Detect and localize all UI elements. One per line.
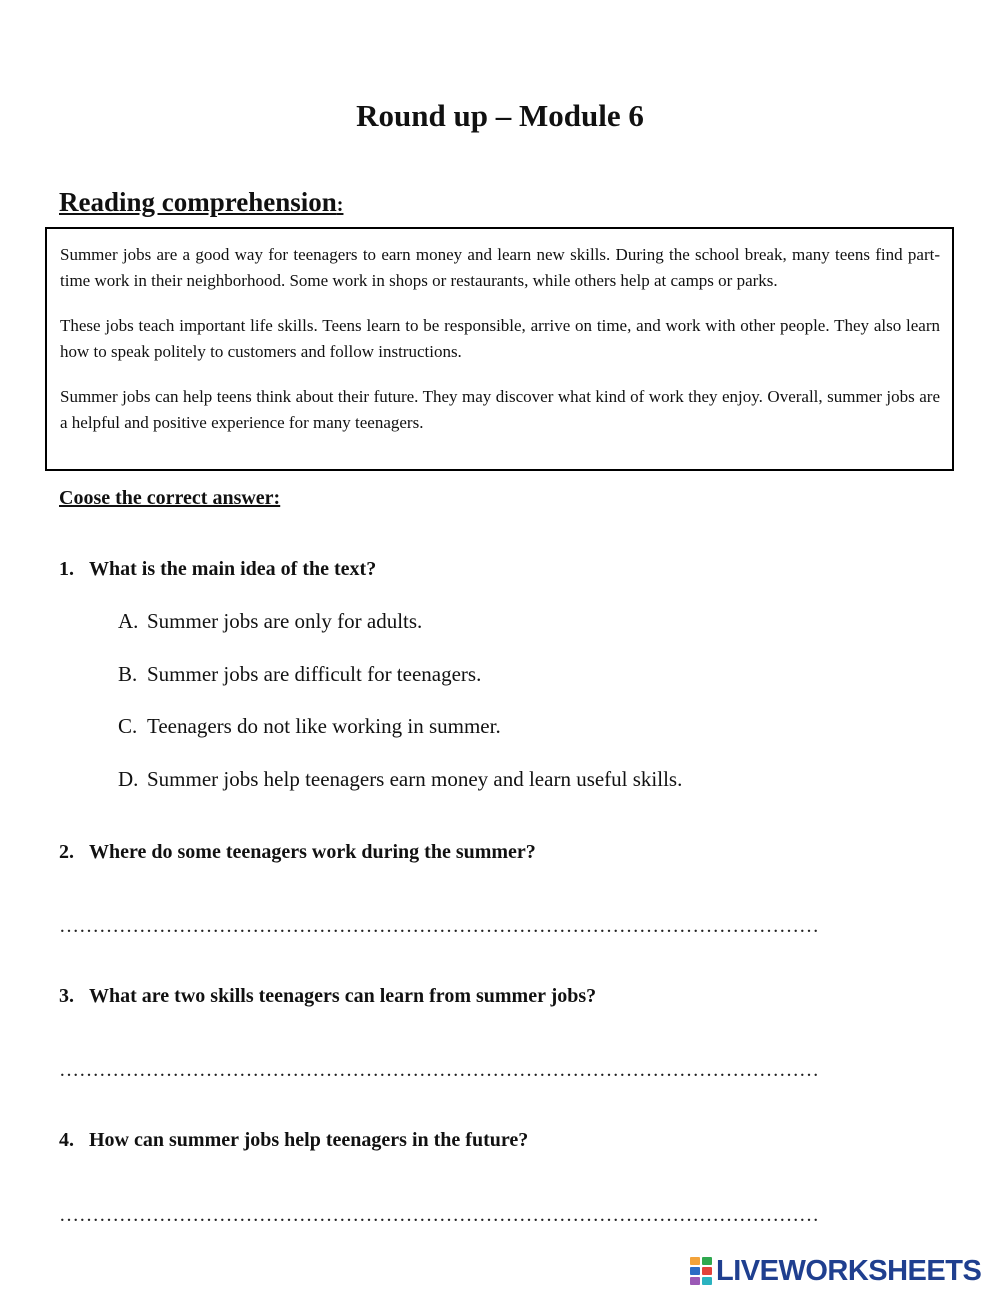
option-c-text: Teenagers do not like working in summer. — [147, 714, 501, 738]
option-a-text: Summer jobs are only for adults. — [147, 609, 423, 633]
question-4-text: How can summer jobs help teenagers in the future? — [89, 1129, 529, 1151]
option-c[interactable] — [118, 712, 501, 740]
page-title: Round up – Module 6 — [356, 98, 644, 133]
logo-block — [690, 1267, 700, 1275]
option-d[interactable] — [118, 765, 682, 793]
question-1 — [59, 555, 376, 583]
question-3-number: 3. — [59, 985, 74, 1007]
option-a[interactable] — [118, 607, 422, 635]
instruction-text: Coose the correct answer: — [59, 487, 281, 509]
section-heading — [59, 184, 343, 223]
logo-block — [690, 1277, 700, 1285]
option-b-text: Summer jobs are difficult for teenagers. — [147, 662, 482, 686]
reading-passage-box — [45, 227, 954, 471]
logo-block — [702, 1277, 712, 1285]
question-2-text: Where do some teenagers work during the summer? — [89, 841, 536, 863]
reading-paragraph-1: Summer jobs are a good way for teenagers to earn money and learn new skills. During the school break, many teens find part-time work in their neighborhood. Some work in shops or restaurants, while others help at camps or parks. — [60, 245, 940, 290]
answer-field-2[interactable]: …………………………………………………………………………………………………… — [59, 915, 819, 937]
answer-field-4[interactable]: …………………………………………………………………………………………………… — [59, 1204, 819, 1226]
question-2 — [59, 838, 536, 866]
question-3-text: What are two skills teenagers can learn from summer jobs? — [89, 985, 597, 1007]
option-d-text: Summer jobs help teenagers earn money and learn useful skills. — [147, 767, 683, 791]
option-b-letter: B. — [118, 662, 138, 686]
question-1-number: 1. — [59, 558, 74, 580]
option-c-letter: C. — [118, 714, 138, 738]
liveworksheets-logo — [690, 1253, 981, 1289]
option-b[interactable] — [118, 660, 481, 688]
reading-paragraph-2: These jobs teach important life skills. Teens learn to be responsible, arrive on time, and work with other people. They also learn how to speak politely to customers and follow instructions. — [60, 316, 940, 361]
logo-block — [702, 1267, 712, 1275]
question-3 — [59, 982, 596, 1010]
option-a-letter: A. — [118, 609, 139, 633]
answer-field-3[interactable]: …………………………………………………………………………………………………… — [59, 1059, 819, 1081]
section-heading-colon: : — [336, 194, 344, 216]
question-1-text: What is the main idea of the text? — [89, 558, 377, 580]
section-heading-text: Reading comprehension — [59, 187, 337, 217]
logo-block — [702, 1257, 712, 1265]
liveworksheets-logo-icon — [690, 1257, 712, 1285]
question-4-number: 4. — [59, 1129, 74, 1151]
question-2-number: 2. — [59, 841, 74, 863]
reading-paragraph-3: Summer jobs can help teens think about their future. They may discover what kind of work they enjoy. Overall, summer jobs are a helpful and positive experience for many teenagers. — [60, 387, 940, 432]
logo-block — [690, 1257, 700, 1265]
liveworksheets-logo-text: LIVEWORKSHEETS — [716, 1255, 982, 1287]
option-d-letter: D. — [118, 767, 139, 791]
question-4 — [59, 1126, 528, 1154]
